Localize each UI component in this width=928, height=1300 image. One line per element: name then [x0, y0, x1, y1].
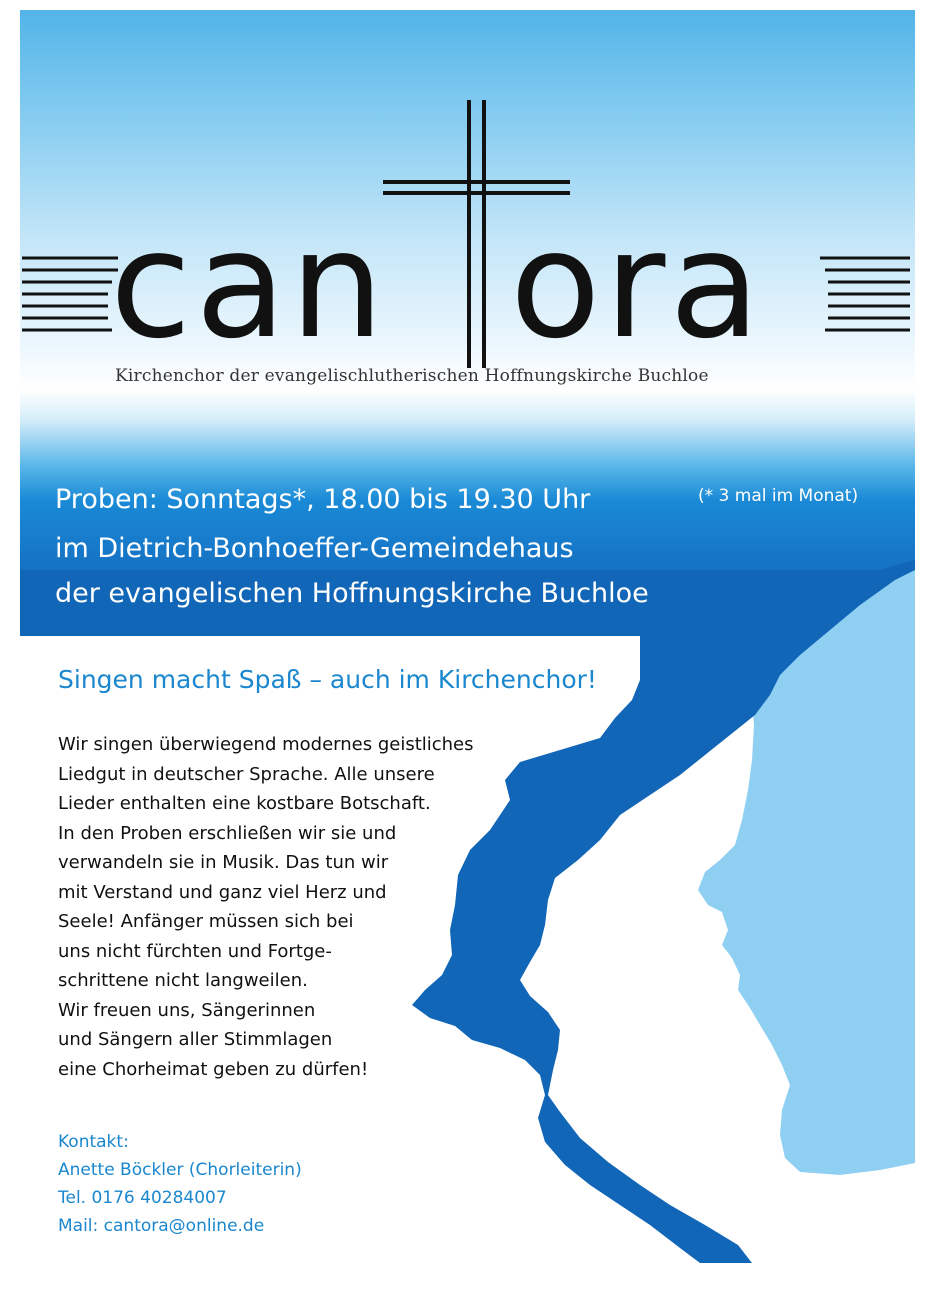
rehearsal-church: der evangelischen Hoffnungskirche Buchloe [55, 578, 649, 609]
body-line: mit Verstand und ganz viel Herz und [58, 881, 387, 903]
body-text [58, 730, 578, 1084]
staff-lines-right-icon [820, 258, 910, 330]
body-line: uns nicht fürchten und Fortge- [58, 940, 332, 962]
body-line: Seele! Anfänger müssen sich bei [58, 911, 354, 932]
headline: Singen macht Spaß – auch im Kirchenchor! [58, 665, 597, 694]
logo-word-right: ora [510, 199, 765, 371]
logo-wordmark [110, 199, 830, 371]
contact-name: Anette Böckler (Chorleiterin) [58, 1160, 302, 1180]
contact-mail[interactable]: Mail: cantora@online.de [58, 1216, 265, 1236]
body-line: schrittene nicht langweilen. [58, 970, 308, 991]
body-line: verwandeln sie in Musik. Das tun wir [58, 852, 389, 873]
body-line: Liedgut in deutscher Sprache. Alle unsere [58, 763, 435, 785]
choir-subtitle: Kirchenchor der evangelischlutherischen Hoffnungskirche Buchloe [115, 366, 709, 386]
body-line: Wir freuen uns, Sängerinnen [58, 999, 316, 1021]
logo-word-left: can [110, 199, 388, 371]
contact-block [58, 1128, 302, 1240]
body-line: und Sängern aller Stimmlagen [58, 1029, 333, 1050]
rehearsal-note: (* 3 mal im Monat) [698, 486, 859, 506]
contact-phone[interactable]: Tel. 0176 40284007 [58, 1188, 227, 1208]
body-line: Lieder enthalten eine kostbare Botschaft. [58, 793, 431, 814]
rehearsal-time: Proben: Sonntags*, 18.00 bis 19.30 Uhr [55, 484, 591, 515]
body-line: In den Proben erschließen wir sie und [58, 822, 397, 844]
rehearsal-location: im Dietrich-Bonhoeffer-Gemeindehaus [55, 533, 574, 564]
contact-heading: Kontakt: [58, 1132, 129, 1152]
body-line: eine Chorheimat geben zu dürfen! [58, 1058, 369, 1080]
staff-lines-left-icon [22, 258, 118, 330]
body-line: Wir singen überwiegend modernes geistliches [58, 734, 474, 755]
